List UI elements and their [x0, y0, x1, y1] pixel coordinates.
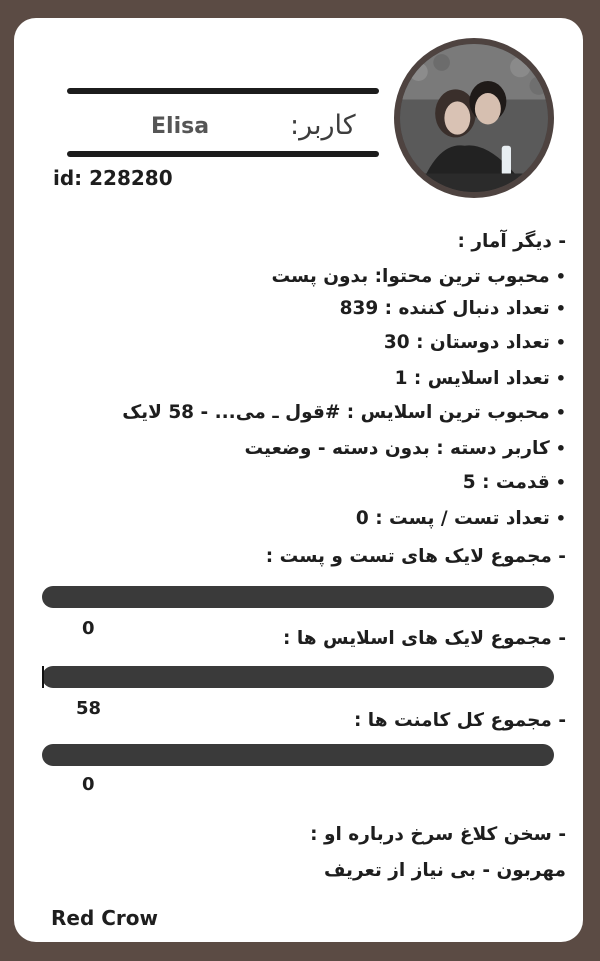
stat-item	[395, 368, 566, 389]
stat-text: تعداد دنبال کننده : 839	[339, 298, 550, 319]
bullet-icon: •	[555, 439, 566, 458]
stat-item	[463, 472, 566, 493]
comments-label: - مجموع کل کامنت ها :	[353, 710, 566, 731]
name-divider-bottom	[67, 151, 379, 157]
bullet-icon: •	[555, 333, 566, 352]
bullet-icon: •	[555, 267, 566, 286]
bullet-icon: •	[555, 369, 566, 388]
stat-text: تعداد تست / پست : 0	[355, 508, 550, 529]
bullet-icon: •	[555, 299, 566, 318]
stat-text: محبوب ترین محتوا: بدون پست	[271, 266, 550, 287]
slice-likes-bar	[42, 666, 554, 688]
stat-text: تعداد اسلایس : 1	[394, 368, 550, 389]
bullet-icon: •	[555, 509, 566, 528]
stat-text: کاربر دسته : بدون دسته - وضعیت	[244, 438, 550, 459]
user-name[interactable]: Elisa	[151, 114, 210, 139]
footer-brand: Red Crow	[51, 906, 159, 930]
comments-bar	[42, 744, 554, 766]
name-divider-top	[67, 88, 379, 94]
profile-card	[14, 18, 583, 942]
stat-item	[356, 508, 566, 529]
bullet-icon: •	[555, 403, 566, 422]
stat-item	[271, 266, 566, 287]
user-label: کاربر:	[290, 110, 356, 141]
slice-likes-label: - مجموع لایک های اسلایس ها :	[283, 628, 566, 649]
about-header: - سخن کلاغ سرخ درباره او :	[310, 824, 566, 845]
stat-item	[244, 438, 566, 459]
bullet-icon: •	[555, 473, 566, 492]
comments-value: 0	[82, 774, 95, 795]
stat-text: قدمت : 5	[462, 472, 550, 493]
stat-item	[340, 298, 566, 319]
slice-likes-value: 58	[76, 698, 102, 719]
stat-text: تعداد دوستان : 30	[383, 332, 550, 353]
stat-item	[384, 332, 566, 353]
slice-likes-marker	[42, 666, 44, 688]
stat-text: محبوب ترین اسلایس : #قول ـ می... - 58 لایک	[122, 402, 550, 423]
stat-item	[122, 402, 566, 423]
stats-header: - دیگر آمار :	[457, 231, 566, 252]
test-post-likes-bar	[42, 586, 554, 608]
about-text: مهربون - بی نیاز از تعریف	[323, 860, 566, 881]
user-id: id: 228280	[53, 166, 173, 190]
profile-photo-icon	[400, 44, 548, 192]
test-post-likes-label: - مجموع لایک های تست و پست :	[265, 546, 566, 567]
test-post-likes-value: 0	[82, 618, 95, 639]
profile-avatar[interactable]	[394, 38, 554, 198]
